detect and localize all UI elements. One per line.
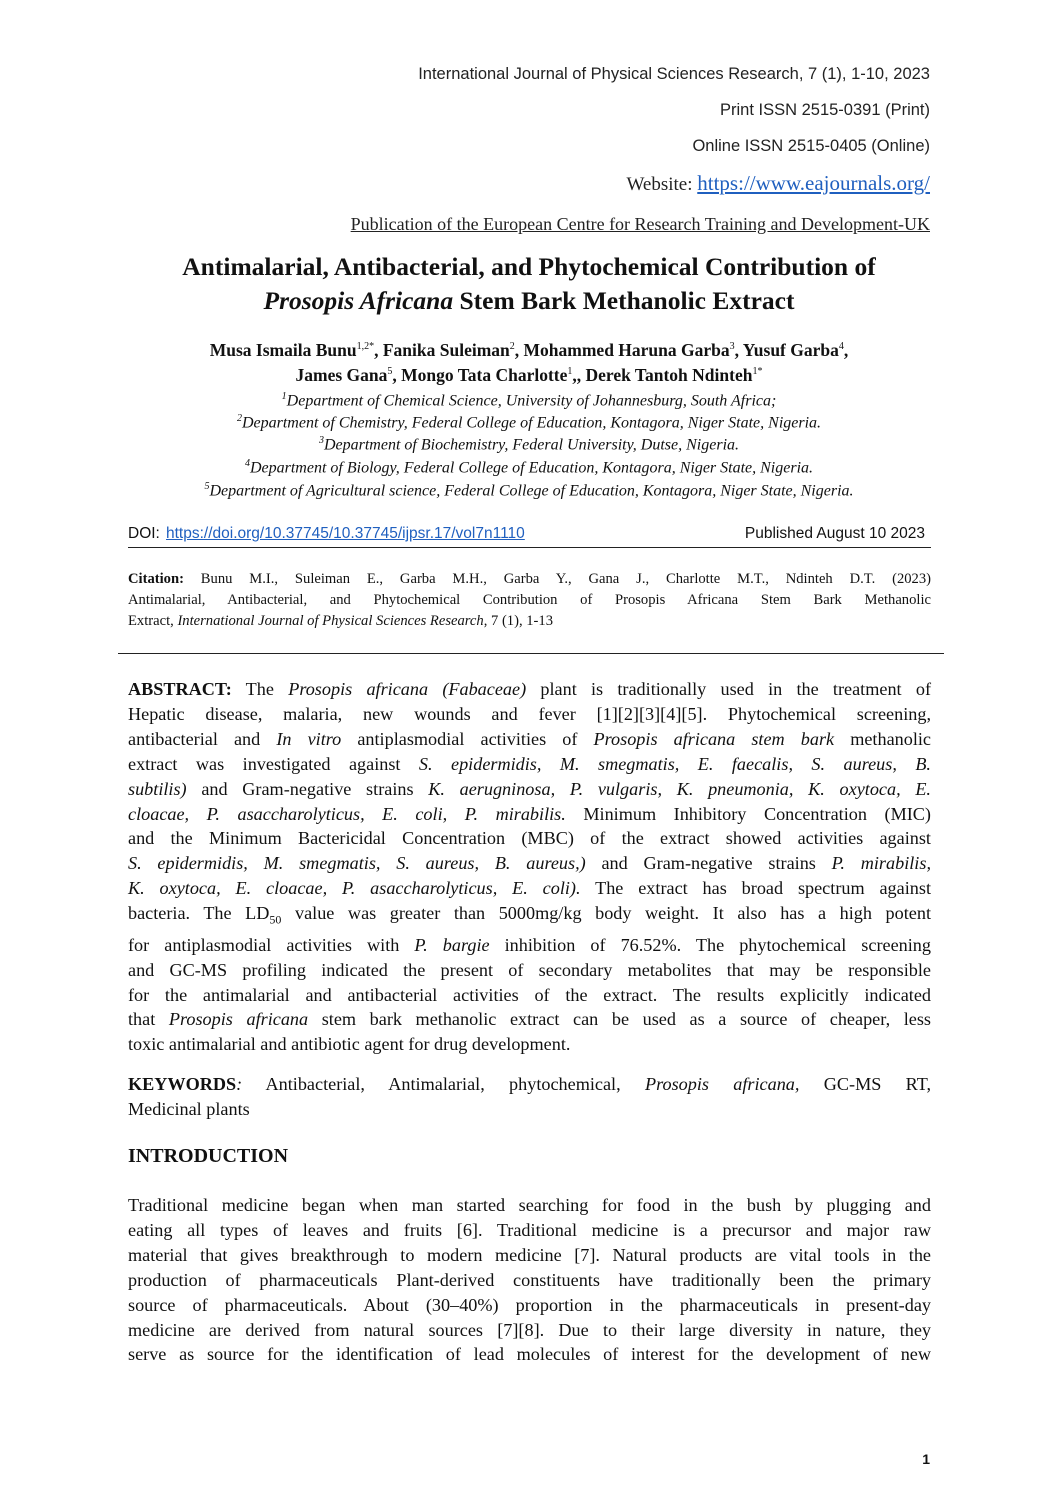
abstract-italic: Prosopis africana stem bark — [593, 728, 835, 749]
journal-header: International Journal of Physical Sciences Research, 7 (1), 1-10, 2023 — [418, 65, 930, 83]
abstract-line — [128, 1007, 931, 1032]
abstract-text: that — [128, 1009, 169, 1030]
author-sup: 4 — [838, 341, 844, 353]
affiliation-text: Department of Chemical Science, University of Johannesburg, South Africa; — [286, 392, 777, 410]
author-sup: 2 — [509, 341, 515, 353]
author-separator: , — [514, 340, 524, 360]
abstract-text: inhibition of 76.52%. The phytochemical screening — [489, 934, 931, 955]
abstract-line — [128, 802, 931, 827]
affiliation-sup: 2 — [236, 413, 242, 424]
abstract-italic: K. oxytoca, E. cloacae, P. asaccharolyticus, E. coli). — [128, 878, 581, 899]
section-divider — [118, 653, 944, 654]
abstract-line: Hepatic disease, malaria, new wounds and fever [1][2][3][4][5]. Phytochemical screening, — [128, 703, 931, 724]
print-issn: Print ISSN 2515-0391 (Print) — [719, 101, 930, 119]
citation-label: Citation: — [128, 571, 184, 587]
keywords-text: Antibacterial, Antimalarial, phytochemical, — [242, 1074, 645, 1094]
citation-line — [128, 611, 931, 632]
citation-text: Extract, — [128, 613, 178, 629]
affiliation — [0, 413, 1058, 432]
affiliation-sup: 5 — [204, 481, 210, 492]
keywords-line: Medicinal plants — [128, 1098, 250, 1119]
abstract-text: antiplasmodial activities of — [341, 728, 594, 749]
abstract-line — [128, 851, 931, 876]
abstract-line — [128, 727, 931, 752]
abstract-text: bacteria. The LD — [128, 903, 270, 924]
author-separator: , — [843, 340, 849, 360]
body-line: medicine are derived from natural sources [7][8]. Due to their large diversity in nature, they — [128, 1319, 931, 1340]
abstract-italic: P. mirabilis, — [831, 853, 931, 874]
abstract-text: antibacterial and — [128, 728, 277, 749]
author-sup: 3 — [729, 341, 735, 353]
author-name: Musa Ismaila Bunu — [209, 340, 357, 360]
author-name: Fanika Suleiman — [382, 340, 510, 360]
author-name: Yusuf Garba — [742, 340, 839, 360]
affiliation — [0, 391, 1058, 410]
author-line-2 — [0, 365, 1058, 386]
title-rest: Stem Bark Methanolic Extract — [453, 286, 795, 315]
author-name: Derek Tantoh Ndinteh — [585, 365, 753, 385]
citation-text: Bunu M.I., Suleiman E., Garba M.H., Garba Y., Gana J., Charlotte M.T., Ndinteh D.T. (2023) — [183, 571, 931, 587]
abstract-text: plant is traditionally used in the treatment of — [526, 679, 931, 699]
author-sup: 1 — [567, 366, 573, 378]
author-sup: 5 — [387, 366, 393, 378]
abstract-line — [128, 901, 931, 933]
citation-line — [128, 569, 931, 590]
section-heading: INTRODUCTION — [128, 1145, 289, 1167]
abstract-italic: Prosopis africana (Fabaceae) — [288, 679, 527, 699]
author-name: Mongo Tata Charlotte — [401, 365, 568, 385]
abstract-line: toxic antimalarial and antibiotic agent for drug development. — [128, 1034, 571, 1055]
abstract-text: methanolic — [834, 728, 932, 749]
abstract-subscript: 50 — [269, 912, 282, 927]
keywords — [128, 1072, 931, 1122]
affiliation-text: Department of Biochemistry, Federal University, Dutse, Nigeria. — [323, 436, 740, 454]
affiliation-sup: 4 — [244, 458, 250, 469]
keywords-colon: : — [236, 1074, 243, 1094]
abstract-text: stem bark methanolic extract can be used as a source of cheaper, less — [308, 1009, 931, 1030]
abstract-italic: cloacae, P. asaccharolyticus, E. coli, P. mirabilis. — [128, 803, 566, 824]
author-sup: 1* — [752, 366, 763, 378]
abstract-line: for the antimalarial and antibacterial activities of the extract. The results explicitly indicated — [128, 984, 931, 1005]
website-label: Website: — [626, 174, 693, 195]
published-date: Published August 10 2023 — [744, 525, 925, 542]
abstract-text: and Gram-negative strains — [585, 853, 832, 874]
affiliation-text: Department of Biology, Federal College of Education, Kontagora, Niger State, Nigeria. — [249, 459, 814, 477]
abstract-text: extract was investigated against — [128, 753, 419, 774]
author-line-1 — [0, 340, 1058, 361]
abstract — [128, 677, 931, 1057]
body-line: serve as source for the identification of lead molecules of interest for the development of new — [128, 1344, 931, 1365]
page-number: 1 — [922, 1451, 930, 1467]
abstract-italic: Prosopis africana — [168, 1009, 309, 1030]
author-separator: ,, — [572, 365, 586, 385]
publisher-line: Publication of the European Centre for Research Training and Development-UK — [350, 214, 930, 234]
body-line: eating all types of leaves and fruits [6]. Traditional medicine is a precursor and major raw — [128, 1219, 931, 1240]
abstract-line — [128, 933, 931, 958]
paper-title-line-2 — [0, 286, 1058, 316]
author-name: James Gana — [295, 365, 388, 385]
author-separator: , — [374, 340, 383, 360]
author-separator: , — [392, 365, 402, 385]
paper-title-line-1: Antimalarial, Antibacterial, and Phytochemical Contribution of — [182, 252, 876, 281]
abstract-text: for antiplasmodial activities with — [128, 934, 415, 955]
abstract-text: Minimum Inhibitory Concentration (MIC) — [565, 803, 931, 824]
keywords-line — [128, 1072, 931, 1097]
affiliation-sup: 3 — [318, 435, 324, 446]
doi-row — [128, 525, 931, 548]
citation — [128, 569, 931, 632]
author-separator: , — [734, 340, 743, 360]
doi-link[interactable]: https://doi.org/10.37745/10.37745/ijpsr.17/vol7n1110 — [166, 525, 525, 542]
abstract-line — [128, 777, 931, 802]
abstract-text: The — [231, 679, 289, 699]
abstract-line: and GC-MS profiling indicated the present of secondary metabolites that may be responsible — [128, 959, 931, 980]
abstract-italic: subtilis) — [128, 778, 187, 799]
body-line: material that gives breakthrough to modern medicine [7]. Natural products are vital tools in the — [128, 1244, 931, 1265]
website-line — [627, 171, 931, 196]
abstract-line — [128, 752, 931, 777]
online-issn: Online ISSN 2515-0405 (Online) — [692, 137, 930, 155]
citation-journal: International Journal of Physical Sciences Research — [177, 613, 484, 629]
abstract-label: ABSTRACT: — [128, 679, 232, 699]
introduction-body — [128, 1193, 931, 1367]
citation-line: Antimalarial, Antibacterial, and Phytochemical Contribution of Prosopis Africana Stem Bark Methanolic — [128, 592, 931, 608]
abstract-text: value was greater than 5000mg/kg body weight. It also has a high potent — [281, 903, 931, 924]
abstract-text: and Gram-negative strains — [186, 778, 429, 799]
keywords-text: GC-MS RT, — [799, 1074, 932, 1094]
doi-label: DOI: — [128, 525, 160, 542]
abstract-line: and the Minimum Bactericidal Concentration (MBC) of the extract showed activities against — [128, 828, 931, 849]
title-species: Prosopis Africana — [263, 286, 454, 315]
abstract-italic: K. aerugninosa, P. vulgaris, K. pneumonia, K. oxytoca, E. — [428, 778, 931, 799]
abstract-italic: P. bargie — [414, 934, 490, 955]
body-line: source of pharmaceuticals. About (30–40%) proportion in the pharmaceuticals in present-day — [128, 1294, 931, 1315]
citation-text: , 7 (1), 1-13 — [483, 613, 554, 629]
abstract-line — [128, 876, 931, 901]
affiliation-text: Department of Agricultural science, Federal College of Education, Kontagora, Niger State, Nigeria. — [209, 482, 854, 500]
abstract-italic: S. epidermidis, M. smegmatis, E. faecalis, S. aureus, B. — [418, 753, 931, 774]
affiliation-text: Department of Chemistry, Federal College of Education, Kontagora, Niger State, Nigeria. — [241, 414, 822, 432]
abstract-text: The extract has broad spectrum against — [580, 878, 931, 899]
website-link[interactable]: https://www.eajournals.org/ — [697, 171, 930, 195]
keywords-label: KEYWORDS — [128, 1074, 237, 1094]
abstract-italic: In vitro — [276, 728, 342, 749]
author-sup: 1,2* — [356, 341, 375, 353]
affiliation — [0, 435, 1058, 454]
author-name: Mohammed Haruna Garba — [523, 340, 730, 360]
body-line: production of pharmaceuticals Plant-derived constituents have traditionally been the primary — [128, 1269, 931, 1290]
affiliation — [0, 458, 1058, 477]
affiliation-sup: 1 — [281, 391, 287, 402]
abstract-line — [128, 677, 931, 702]
body-line: Traditional medicine began when man started searching for food in the bush by plugging and — [128, 1195, 931, 1215]
abstract-italic: S. epidermidis, M. smegmatis, S. aureus, B. aureus,) — [128, 853, 586, 874]
keywords-italic: Prosopis africana, — [644, 1074, 800, 1094]
affiliation — [0, 481, 1058, 500]
